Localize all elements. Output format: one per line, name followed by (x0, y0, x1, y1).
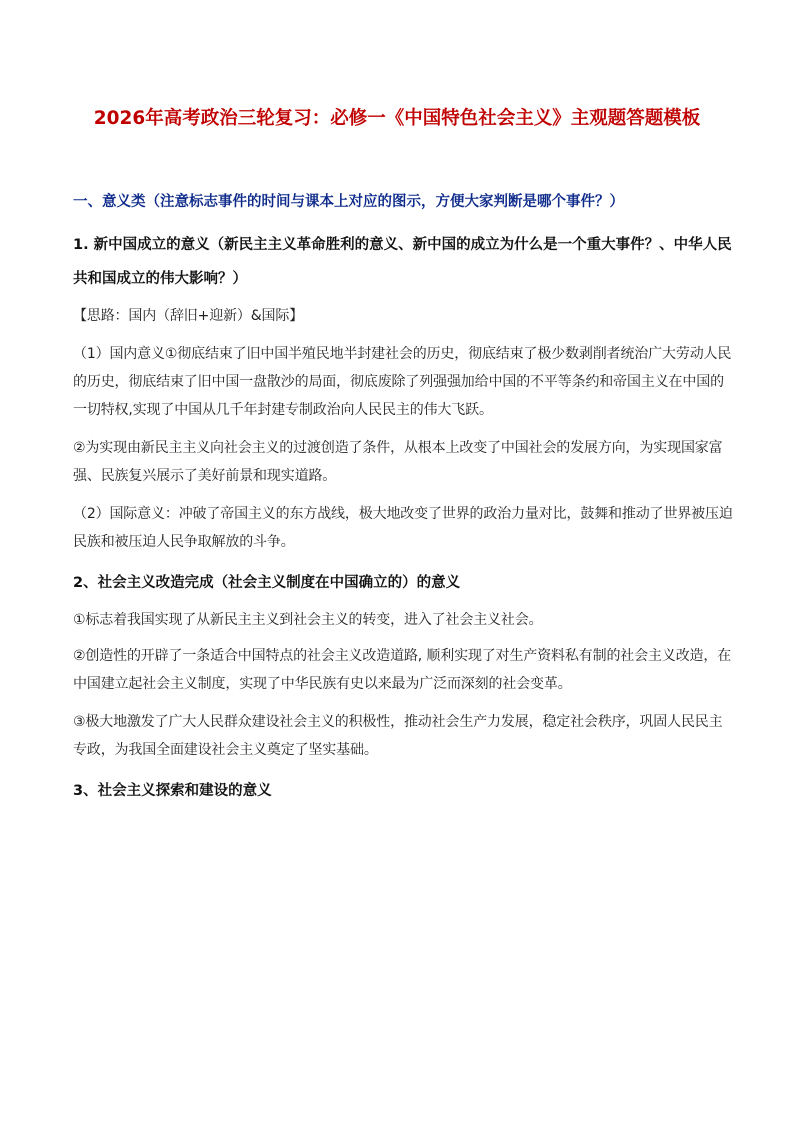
item-2-paragraph-2: ②创造性的开辟了一条适合中国特点的社会主义改造道路, 顺利实现了对生产资料私有制的社会主义改造，在中国建立起社会主义制度，实现了中华民族有史以来最为广泛而深刻的社会变革。 (73, 648, 732, 692)
section-heading: 一、意义类（注意标志事件的时间与课本上对应的图示，方便大家判断是哪个事件？） (73, 194, 624, 210)
item-1-paragraph-1: 【思路：国内（辞旧+迎新）&国际】 (73, 308, 304, 324)
item-1-heading: 1. 新中国成立的意义（新民主主义革命胜利的意义、新中国的成立为什么是一个重大事件？、中华人民共和国成立的伟大影响？） (73, 237, 732, 287)
document-body (73, 188, 735, 814)
document-title: 2026年高考政治三轮复习：必修一《中国特色社会主义》主观题答题模板 (93, 108, 701, 129)
item-2-paragraph-1: ①标志着我国实现了从新民主主义到社会主义的转变，进入了社会主义社会。 (73, 612, 543, 628)
item-1-paragraph-4: （2）国际意义：冲破了帝国主义的东方战线，极大地改变了世界的政治力量对比，鼓舞和推动了世界被压迫民族和被压迫人民争取解放的斗争。 (73, 506, 733, 550)
item-1-paragraph-3: ②为实现由新民主主义向社会主义的过渡创造了条件，从根本上改变了中国社会的发展方向，为实现国家富强、民族复兴展示了美好前景和现实道路。 (73, 440, 723, 484)
item-2-paragraph-3: ③极大地激发了广大人民群众建设社会主义的积极性，推动社会生产力发展，稳定社会秩序，巩固人民民主专政，为我国全面建设社会主义奠定了坚实基础。 (73, 714, 723, 758)
item-2-heading: 2、社会主义改造完成（社会主义制度在中国确立的）的意义 (73, 575, 461, 591)
item-3-heading: 3、社会主义探索和建设的意义 (73, 783, 272, 799)
item-1-paragraph-2: （1）国内意义①彻底结束了旧中国半殖民地半封建社会的历史，彻底结束了极少数剥削者统治广大劳动人民的历史，彻底结束了旧中国一盘散沙的局面，彻底废除了列强强加给中国的不平等条约和帝国主义在中国的一切特权,实现了中国从几千年封建专制政治向人民民主的伟大飞跃。 (73, 346, 732, 418)
